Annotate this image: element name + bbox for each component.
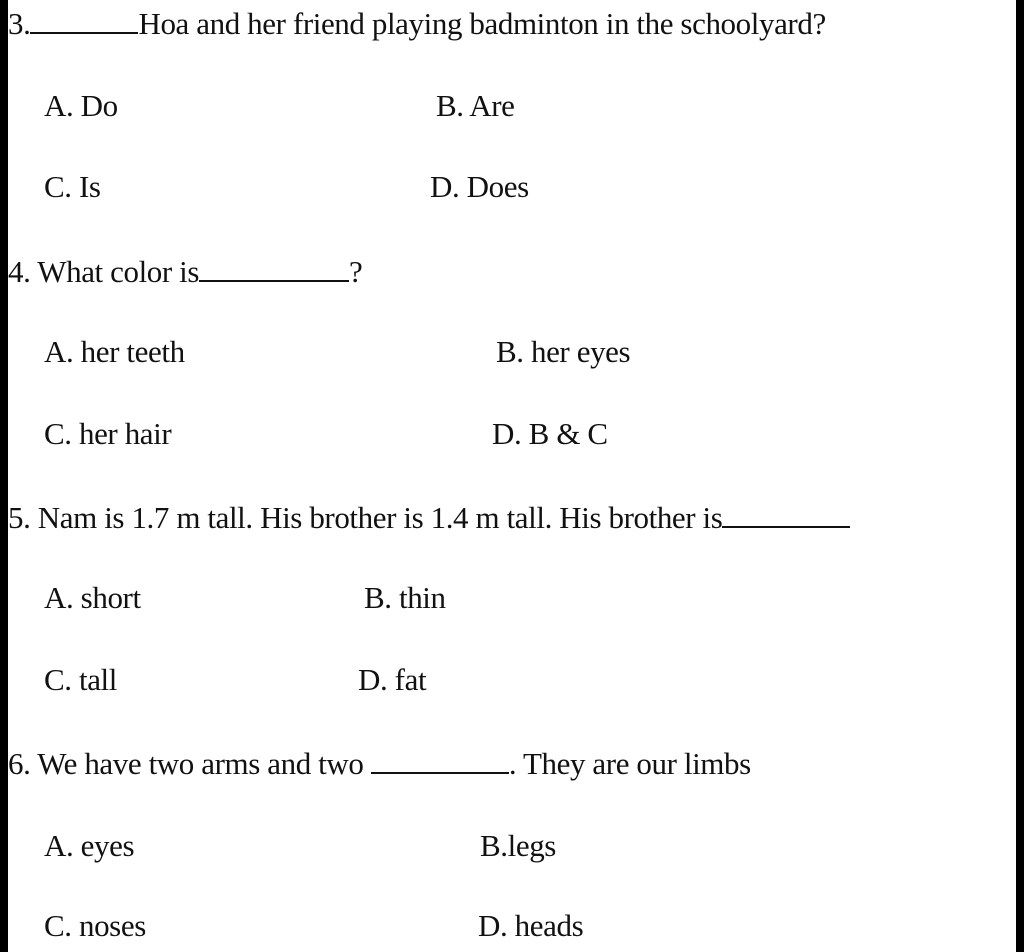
question-text-after: ? xyxy=(349,254,363,289)
answer-blank xyxy=(722,496,850,528)
option-c: C. Is xyxy=(44,169,101,204)
option-b: B.legs xyxy=(480,828,556,863)
question-text-after: . They are our limbs xyxy=(508,746,751,781)
answer-blank xyxy=(199,250,349,282)
option-d: D. B & C xyxy=(492,416,608,451)
question-number: 4. xyxy=(8,254,31,289)
option-a: A. short xyxy=(44,580,141,615)
option-c: C. her hair xyxy=(44,416,172,451)
question-number: 5. xyxy=(8,500,31,535)
question-6 xyxy=(8,742,751,784)
question-4 xyxy=(8,250,362,292)
option-b: B. her eyes xyxy=(496,334,631,369)
option-c: C. tall xyxy=(44,662,117,697)
question-text: Hoa and her friend playing badminton in the schoolyard? xyxy=(138,6,826,41)
question-5 xyxy=(8,496,850,538)
option-d: D. heads xyxy=(478,908,584,943)
answer-blank xyxy=(30,2,138,34)
option-c: C. noses xyxy=(44,908,146,943)
question-text-before: What color is xyxy=(30,254,200,289)
question-3 xyxy=(8,2,826,44)
question-number: 3. xyxy=(8,6,31,41)
question-text-before: We have two arms and two xyxy=(30,746,371,781)
option-d: D. fat xyxy=(358,662,427,697)
worksheet-page xyxy=(8,0,1016,952)
option-b: B. thin xyxy=(364,580,446,615)
answer-blank xyxy=(371,742,509,774)
option-a: A. eyes xyxy=(44,828,135,863)
question-text-before: Nam is 1.7 m tall. His brother is 1.4 m tall. His brother is xyxy=(30,500,723,535)
option-a: A. her teeth xyxy=(44,334,185,369)
option-d: D. Does xyxy=(430,169,529,204)
option-a: A. Do xyxy=(44,88,118,123)
question-number: 6. xyxy=(8,746,31,781)
option-b: B. Are xyxy=(436,88,515,123)
